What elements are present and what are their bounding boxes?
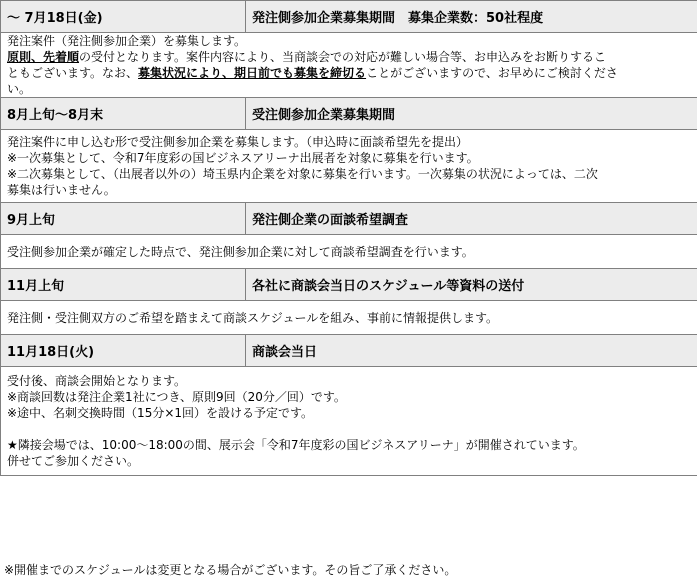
schedule-row-body-2 [1,130,697,203]
schedule-row-header-1 [1,1,697,33]
schedule-title-2: 受注側参加企業募集期間 [246,98,697,130]
schedule-description-4 [1,301,697,335]
description-line: の受付となります。案件内容により、当商談会での対応が難しい場合等、お申込みをお断りするこ [79,50,607,64]
description-line: 受付後、商談会開始となります。 [7,374,187,388]
schedule-date-3: 9月上旬 [1,203,246,235]
schedule-title-3: 発注側企業の面談希望調査 [246,203,697,235]
schedule-date-4: 11月上旬 [1,269,246,301]
schedule-description-2 [1,130,697,203]
schedule-row-body-4 [1,301,697,335]
description-line: ★隣接会場では、10:00～18:00の間、展示会「令和7年度彩の国ビジネスアリーナ」が開催されています。 [7,438,585,452]
schedule-date-2: 8月上旬～8月末 [1,98,246,130]
description-line: 受注側参加企業が確定した時点で、発注側参加企業に対して商談希望調査を行います。 [7,244,474,259]
description-line: ことがございますので、お早めにご検討くださ [366,66,618,80]
schedule-row-body-1 [1,33,697,98]
description-line: 併せてご参加ください。 [7,454,140,468]
description-line: 発注案件（発注側参加企業）を募集します。 [7,34,247,48]
schedule-row-header-3 [1,203,697,235]
footnote: ※開催までのスケジュールは変更となる場合がございます。その旨ご了承ください。 [4,563,457,577]
schedule-row-header-5 [1,335,697,367]
schedule-date-5: 11月18日(火) [1,335,246,367]
schedule-description-3 [1,235,697,269]
schedule-row-header-4 [1,269,697,301]
description-line: ※途中、名刺交換時間（15分×1回）を設ける予定です。 [7,406,314,420]
schedule-date-1: ～ 7月18日(金) [1,1,246,33]
description-line: い。 [7,82,32,96]
schedule-description-1 [1,33,697,98]
schedule-title-1: 発注側参加企業募集期間 募集企業数：50社程度 [246,1,697,33]
emphasis-first-come: 原則、先着順 [7,50,80,64]
schedule-title-5: 商談会当日 [246,335,697,367]
description-line: 発注側・受注側双方のご希望を踏まえて商談スケジュールを組み、事前に情報提供します。 [7,310,499,325]
schedule-description-5 [1,367,697,476]
schedule-row-body-3 [1,235,697,269]
description-line: ※二次募集として、（出展者以外の）埼玉県内企業を対象に募集を行います。一次募集の状況によっては、二次 [7,167,598,181]
description-line: 発注案件に申し込む形で受注側参加企業を募集します。（申込時に面談希望先を提出） [7,135,469,149]
description-line: ※商談回数は発注企業1社につき、原則9回（20分／回）です。 [7,390,346,404]
description-line: 募集は行いません。 [7,183,116,197]
schedule-row-body-5 [1,367,697,476]
description-line: ※一次募集として、令和7年度彩の国ビジネスアリーナ出展者を対象に募集を行います。 [7,151,479,165]
schedule-title-4: 各社に商談会当日のスケジュール等資料の送付 [246,269,697,301]
spacer [7,421,691,437]
description-line: ともございます。なお、 [7,66,139,80]
schedule-row-header-2 [1,98,697,130]
emphasis-early-close: 募集状況により、期日前でも募集を締切る [138,66,367,80]
